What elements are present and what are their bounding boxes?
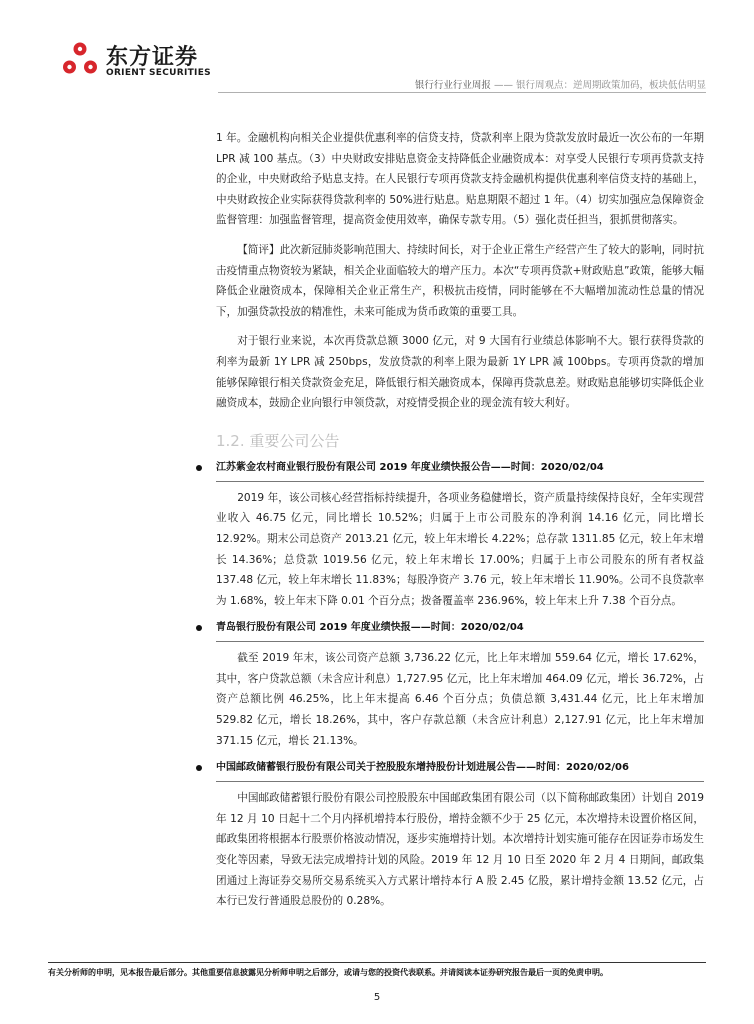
announcement-title: 青岛银行股份有限公司 2019 年度业绩快报——时间：2020/02/04 bbox=[216, 622, 524, 634]
bullet-icon bbox=[196, 765, 202, 771]
announcement-body: 截至 2019 年末，该公司资产总额 3,736.22 亿元，比上年末增加 559.64 亿元，增长 17.62%，其中，客户贷款总额（未含应计利息）1,727.95 亿元，比上年末增加 464.09 亿元，增长 36.72%，占资产总额比例 46.25%，比上年末提高 6.46 个百分点；负债总额 3,431.44 亿元，比上年末增加 529.82 亿元，增长 18.26%，其中，客户存款总额（未含应计利息）2,127.91 亿元，比上年末增加 371.15 亿元，增长 21.13%。 bbox=[216, 652, 704, 747]
page-number: 5 bbox=[373, 992, 381, 1003]
section-number: 1.2. bbox=[216, 431, 245, 450]
announcement-body: 中国邮政储蓄银行股份有限公司控股股东中国邮政集团有限公司（以下简称邮政集团）计划自 2019 年 12 月 10 日起十二个月内择机增持本行股份，增持金额不少于 25 亿元，本次增持未设置价格区间，邮政集团将根据本行股票价格波动情况，逐步实施增持计划。本次增持计划实施可能存在因证券市场发生变化等因素，导致无法完成增持计划的风险。2019 年 12 月 10 日至 2020 年 2 月 4 日期间，邮政集团通过上海证券交易所交易系统买入方式累计增持本行 A 股 2.45 亿股，累计增持金额 13.52 亿元，占本行已发行普通股总股份的 0.28%。 bbox=[216, 792, 704, 908]
section-title: 重要公司公告 bbox=[249, 431, 340, 450]
company-logo bbox=[60, 38, 220, 84]
announcement-heading bbox=[216, 459, 704, 477]
company-name-cn: 东方证券 bbox=[106, 45, 199, 70]
header-dash: —— bbox=[490, 80, 516, 91]
announcement-title: 中国邮政储蓄银行股份有限公司关于控股股东增持股份计划进展公告——时间：2020/02/06 bbox=[216, 762, 629, 774]
bank-impact-paragraph: 对于银行业来说，本次再贷款总额 3000 亿元，对 9 大国有行业绩总体影响不大。银行获得贷款的利率为最新 1Y LPR 减 250bps，发放贷款的利率上限为最新 1Y LPR 减 100bps。专项再贷款的增加能够保障银行相关贷款资金充足，降低银行相关融资成本，保障再贷款息差。财政贴息能够切实降低企业融资成本，鼓励企业向银行申领贷款，对疫情受损企业的现金流有较大利好。 bbox=[216, 335, 704, 410]
intro-paragraph: 1 年。金融机构向相关企业提供优惠利率的信贷支持，贷款利率上限为贷款发放时最近一次公布的一年期 LPR 减 100 基点。（3）中央财政安排贴息资金支持降低企业融资成本：对享受人民银行专项再贷款支持的企业，中央财政给予贴息支持。在人民银行专项再贷款支持金融机构提供优惠利率信贷支持的基础上，中央财政按企业实际获得贷款利率的 50%进行贴息。贴息期限不超过 1 年。（4）切实加强应急保障资金监督管理：加强监督管理，提高资金使用效率，确保专款专用。（5）强化责任担当，狠抓贯彻落实。 bbox=[216, 132, 704, 227]
announcement-body: 2019 年，该公司核心经营指标持续提升，各项业务稳健增长，资产质量持续保持良好，全年实现营业收入 46.75 亿元，同比增长 10.52%；归属于上市公司股东的净利润 14.16 亿元，同比增长 12.92%。期末公司总资产 2013.21 亿元，较上年末增长 4.22%；总存款 1311.85 亿元，较上年末增长 14.36%；总贷款 1019.56 亿元，较上年末增长 17.00%；归属于上市公司股东的所有者权益 137.48 亿元，较上年末增长 11.83%；每股净资产 3.76 元，较上年末增长 11.90%。公司不良贷款率为 1.68%，较上年末下降 0.01 个百分点；拨备覆盖率 236.96%，较上年末上升 7.38 个百分点。 bbox=[216, 491, 704, 607]
comment-paragraph: 【简评】此次新冠肺炎影响范围大、持续时间长，对于企业正常生产经营产生了较大的影响，同时抗击疫情重点物资较为紧缺，相关企业面临较大的增产压力。本次“专项再贷款+财政贴息”政策，能够大幅降低企业融资成本，保障相关企业正常生产，积极抗击疫情，同时能够在不大幅增加流动性总量的情况下，加强贷款投放的精准性，未来可能成为货币政策的重要工具。 bbox=[216, 243, 704, 318]
company-name-en: ORIENT SECURITIES bbox=[106, 68, 211, 78]
report-type: 银行行业行业周报 bbox=[414, 80, 491, 91]
footer-divider bbox=[48, 962, 706, 963]
announcement-heading bbox=[216, 759, 704, 777]
report-title: 银行周观点：逆周期政策加码，板块低估明显 bbox=[515, 80, 706, 91]
section-heading bbox=[216, 430, 704, 451]
announcement-rule bbox=[216, 481, 704, 482]
header-divider bbox=[218, 92, 706, 93]
announcement-rule bbox=[216, 641, 704, 642]
main-content bbox=[216, 128, 704, 912]
orient-logo-icon bbox=[60, 40, 100, 80]
footer-disclaimer: 有关分析师的申明，见本报告最后部分。其他重要信息披露见分析师申明之后部分，或请与您的投资代表联系。并请阅读本证券研究报告最后一页的免责申明。 bbox=[48, 968, 608, 977]
announcement-rule bbox=[216, 781, 704, 782]
report-header bbox=[415, 77, 706, 91]
announcement-title: 江苏紫金农村商业银行股份有限公司 2019 年度业绩快报公告——时间：2020/02/04 bbox=[216, 461, 604, 473]
announcement-heading bbox=[216, 619, 704, 637]
bullet-icon bbox=[196, 625, 202, 631]
bullet-icon bbox=[196, 465, 202, 471]
